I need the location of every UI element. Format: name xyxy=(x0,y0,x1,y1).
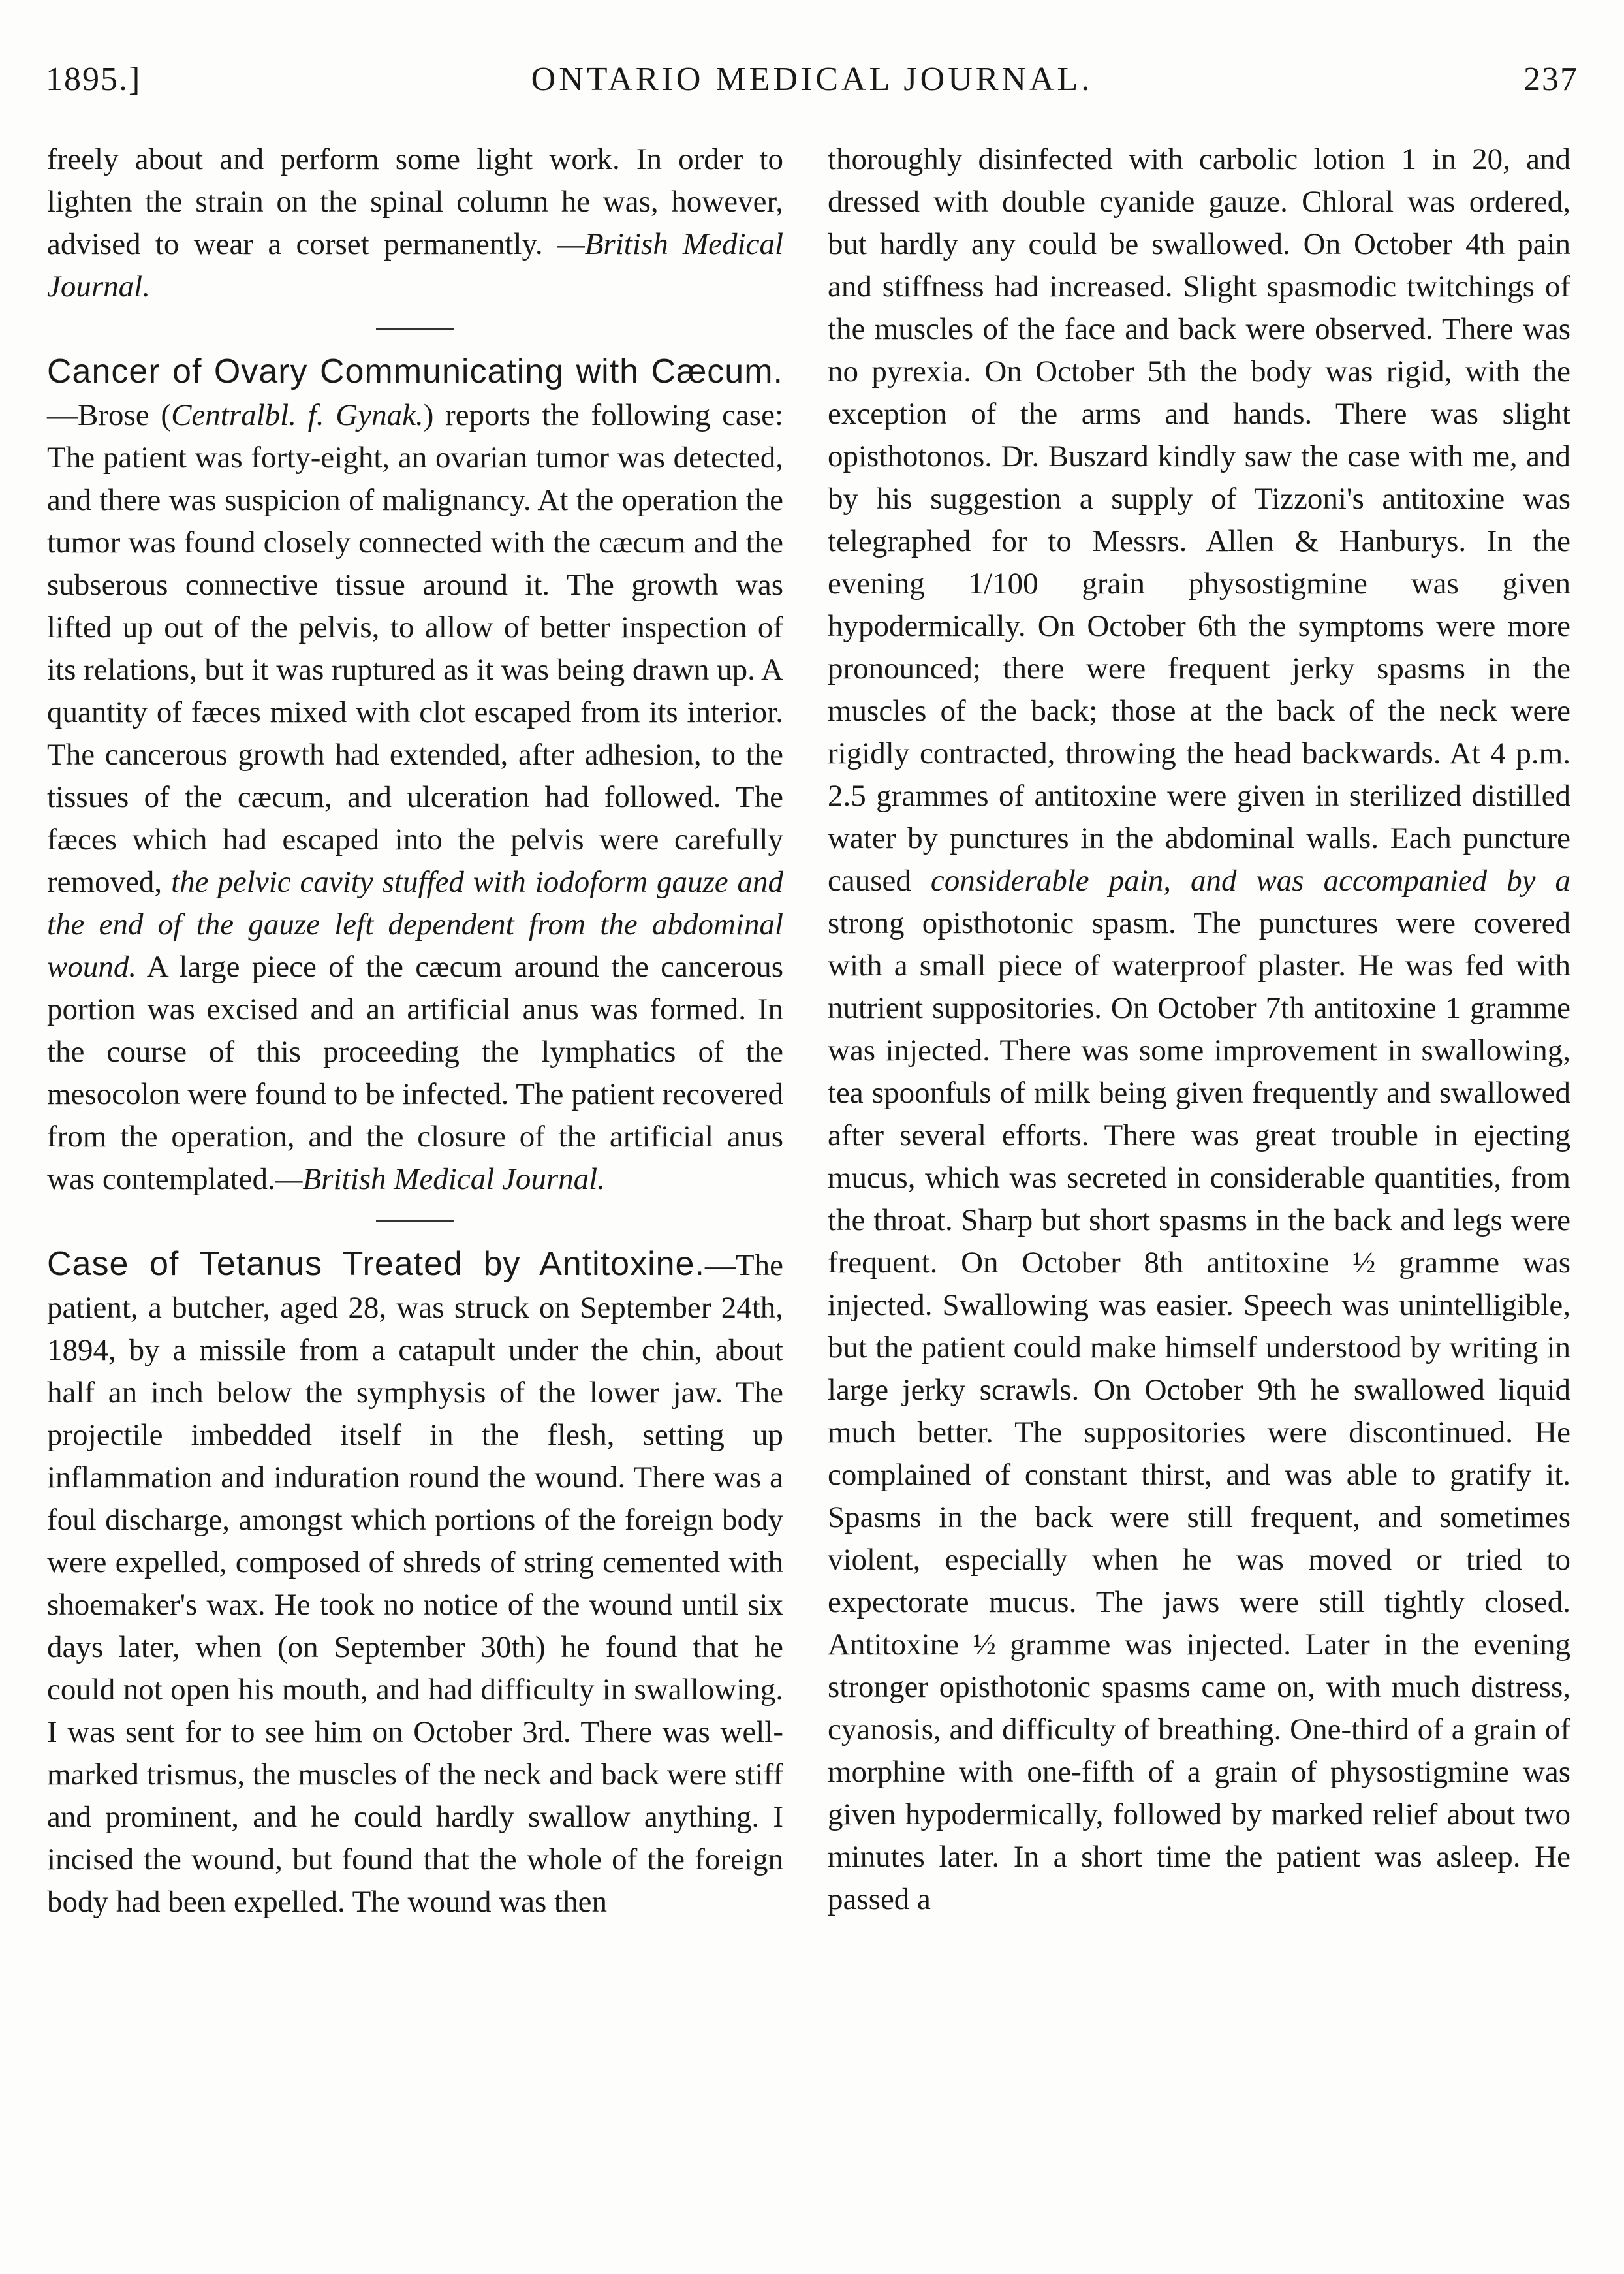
continued-italic: considerable pain, and was accompanied by a xyxy=(930,864,1571,898)
intro-source: —British Medical Journal. xyxy=(47,227,783,304)
article-body-italic: the pelvic cavity stuffed with iodoform gauze and the end of the gauze left dependent from the abdominal wound. xyxy=(47,865,784,984)
section-rule xyxy=(376,328,454,330)
article-lead: —Brose ( xyxy=(47,398,172,432)
article-body-end: A large piece of the cæcum around the cancerous portion was excised and an artificial anus was formed. In the course of this proceeding the lymphatics of the mesocolon were found to be infected. The patient recovered from the operation, and the closure of the artificial anus was contemplated. xyxy=(47,950,783,1196)
right-column xyxy=(828,138,1570,1921)
article-source: —British Medical Journal. xyxy=(275,1162,605,1196)
continued-text: thoroughly disinfected with carbolic lotion 1 in 20, and dressed with double cyanide gauze. Chloral was ordered, but hardly any could be swallowed. On October 4th pain and stiffness had increased. Slight spasmodic twitchings of the muscles of the face and back were observed. There was no pyrexia. On October 5th the body was rigid, with the exception of the arms and hands. There was slight opisthotonos. Dr. Buszard kindly saw the case with me, and by his suggestion a supply of Tizzoni's antitoxine was telegraphed for to Messrs. Allen & Hanburys. In the evening 1/100 grain physostigmine was given hypodermically. On October 6th the symptoms were more pronounced; there were frequent jerky spasms in the muscles of the back; those at the back of the neck were rigidly contracted, throwing the head backwards. At 4 p.m. 2.5 grammes of antitoxine were given in sterilized distilled water by punctures in the abdominal walls. Each puncture caused xyxy=(828,142,1570,898)
intro-paragraph xyxy=(47,138,783,308)
header-year: 1895.] xyxy=(46,61,142,98)
article-tetanus-continued xyxy=(828,138,1570,1921)
header-page-number: 237 xyxy=(1523,61,1578,98)
article-title: Case of Tetanus Treated by Antitoxine. xyxy=(47,1245,705,1283)
article-title: Cancer of Ovary Communicating with Cæcum. xyxy=(47,353,783,390)
continued-text-end: strong opisthotonic spasm. The punctures were covered with a small piece of waterproof plaster. He was fed with nutrient suppositories. On October 7th antitoxine 1 gramme was injected. There was some improvement in swallowing, tea spoonfuls of milk being given frequently and swallowed after several efforts. There was great trouble in ejecting mucus, which was secreted in considerable quantities, from the throat. Sharp but short spasms in the back and legs were frequent. On October 8th antitoxine ½ gramme was injected. Swallowing was easier. Speech was unintelligible, but the patient could make himself understood by writing in large jerky scrawls. On October 9th he swallowed liquid much better. The suppositories were discontinued. He complained of constant thirst, and was able to gratify it. Spasms in the back were still frequent, and sometimes violent, especially when he was moved or tried to expectorate mucus. The jaws were still tightly closed. Antitoxine ½ gramme was injected. Later in the evening stronger opisthotonic spasms came on, with much distress, cyanosis, and difficulty of breathing. One-third of a grain of morphine with one-fifth of a grain of physostigmine was given hypodermically, followed by marked relief about two minutes later. In a short time the patient was asleep. He passed a xyxy=(828,906,1570,1916)
article-citation: Centralbl. f. Gynak. xyxy=(171,398,424,432)
article-cancer-ovary xyxy=(47,351,783,1201)
article-body: —The patient, a butcher, aged 28, was struck on September 24th, 1894, by a missile from a catapult under the chin, about half an inch below the symphysis of the lower jaw. The projectile imbedded itself in the flesh, setting up inflammation and induration round the wound. There was a foul discharge, amongst which portions of the foreign body were expelled, composed of shreds of string cemented with shoemaker's wax. He took no notice of the wound until six days later, when (on September 30th) he found that he could not open his mouth, and had difficulty in swallowing. I was sent for to see him on October 3rd. There was well-marked trismus, the muscles of the neck and back were stiff and prominent, and he could hardly swallow anything. I incised the wound, but found that the whole of the foreign body had been expelled. The wound was then xyxy=(47,1248,783,1919)
header-journal-title: ONTARIO MEDICAL JOURNAL. xyxy=(531,61,1093,98)
article-body: ) reports the following case: The patient was forty-eight, an ovarian tumor was detected, and there was suspicion of malignancy. At the operation the tumor was found closely connected with the cæcum and the subserous connective tissue around it. The growth was lifted up out of the pelvis, to allow of better inspection of its relations, but it was ruptured as it was being drawn up. A quantity of fæces mixed with clot escaped from its interior. The cancerous growth had extended, after adhesion, to the tissues of the cæcum, and ulceration had followed. The fæces which had escaped into the pelvis were carefully removed, xyxy=(47,398,783,899)
article-tetanus xyxy=(47,1243,783,1923)
running-head xyxy=(46,60,1578,112)
section-rule xyxy=(376,1220,454,1222)
left-column xyxy=(47,138,783,1923)
intro-text: freely about and perform some light work. In order to lighten the strain on the spinal column he was, however, advised to wear a corset permanently. xyxy=(47,142,783,261)
